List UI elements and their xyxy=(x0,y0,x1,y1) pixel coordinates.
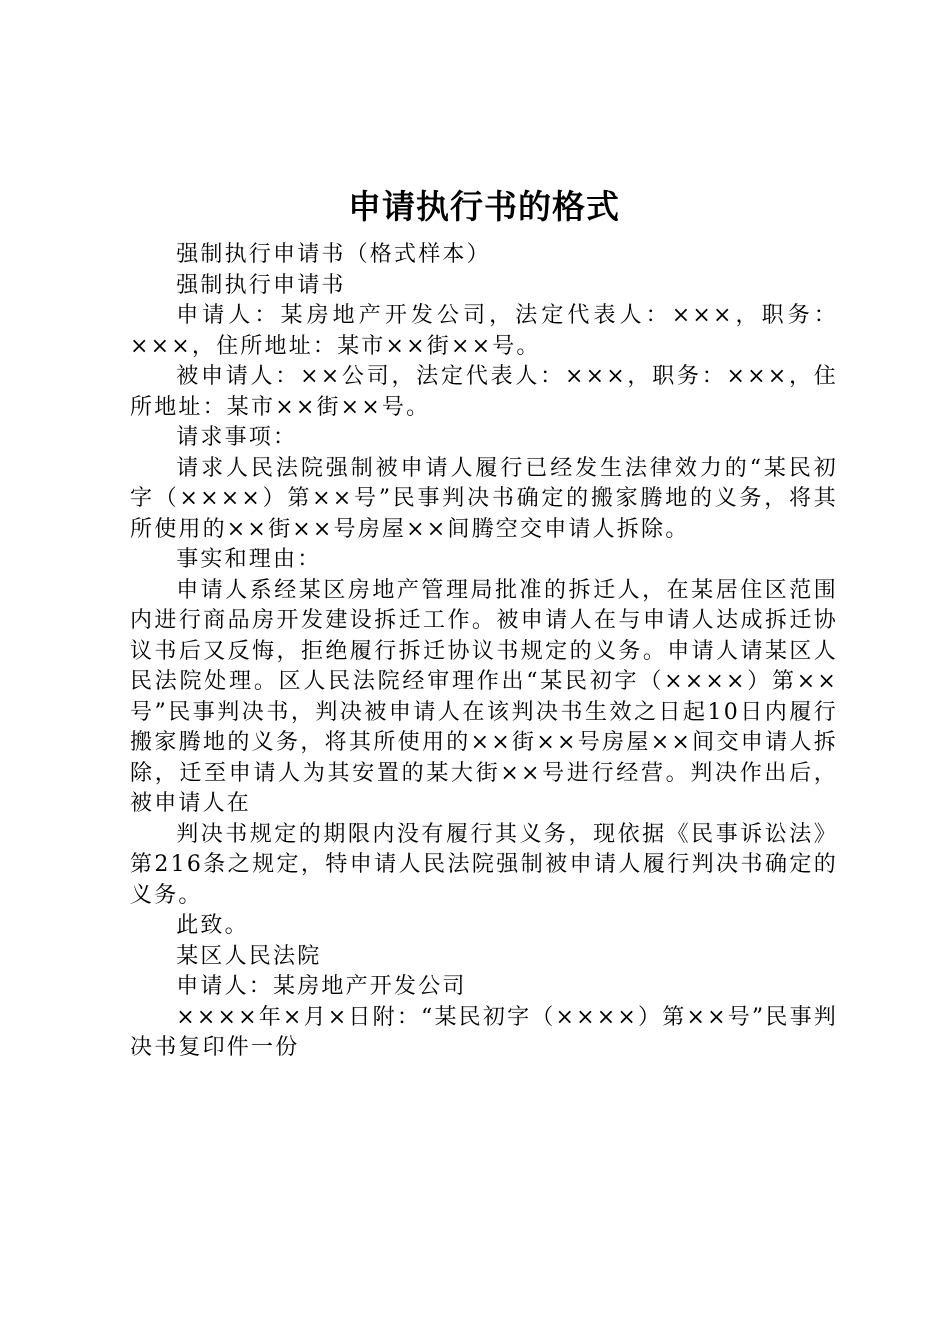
paragraph-signature: 申请人：某房地产开发公司 xyxy=(176,974,467,999)
paragraph-claims: 请求人民法院强制被申请人履行已经发生法律效力的“某民初字（××××）第××号”民事判决书确定的搬家腾地的义务，将其所使用的××街××号房屋××间腾空交申请人拆除。 xyxy=(130,455,838,542)
paragraph-facts-heading: 事实和理由： xyxy=(176,547,322,572)
document-page xyxy=(130,180,838,1064)
document-title: 申请执行书的格式 xyxy=(348,187,620,226)
paragraph-respondent: 被申请人：××公司，法定代表人：×××，职务：×××，住所地址：某市××街××号。 xyxy=(130,364,838,420)
paragraph-form-sample-heading: 强制执行申请书（格式样本） xyxy=(176,242,491,267)
paragraph-application-heading: 强制执行申请书 xyxy=(176,272,346,298)
paragraph-court: 某区人民法院 xyxy=(176,943,322,969)
paragraph-applicant: 申请人：某房地产开发公司，法定代表人：×××，职务：×××，住所地址：某市××街××号。 xyxy=(130,303,838,359)
paragraph-legal-basis: 判决书规定的期限内没有履行其义务，现依据《民事诉讼法》第216条之规定，特申请人民法院强制被申请人履行判决书确定的义务。 xyxy=(130,821,838,908)
paragraph-facts: 申请人系经某区房地产管理局批准的拆迁人，在某居住区范围内进行商品房开发建设拆迁工作。被申请人在与申请人达成拆迁协议书后又反悔，拒绝履行拆迁协议书规定的义务。申请人请某区人民法院处理。区人民法院经审理作出“某民初字（××××）第××号”民事判决书，判决被申请人在该判决书生效之日起10日内履行搬家腾地的义务，将其所使用的××街××号房屋××间交申请人拆除，迁至申请人为其安置的某大街××号进行经营。判决作出后，被申请人在 xyxy=(130,577,838,816)
paragraph-salutation: 此致。 xyxy=(176,913,249,938)
paragraph-date-attachment: ××××年×月×日附：“某民初字（××××）第××号”民事判决书复印件一份 xyxy=(130,1004,838,1060)
document-body xyxy=(130,240,838,1064)
paragraph-claims-heading: 请求事项： xyxy=(176,425,298,450)
